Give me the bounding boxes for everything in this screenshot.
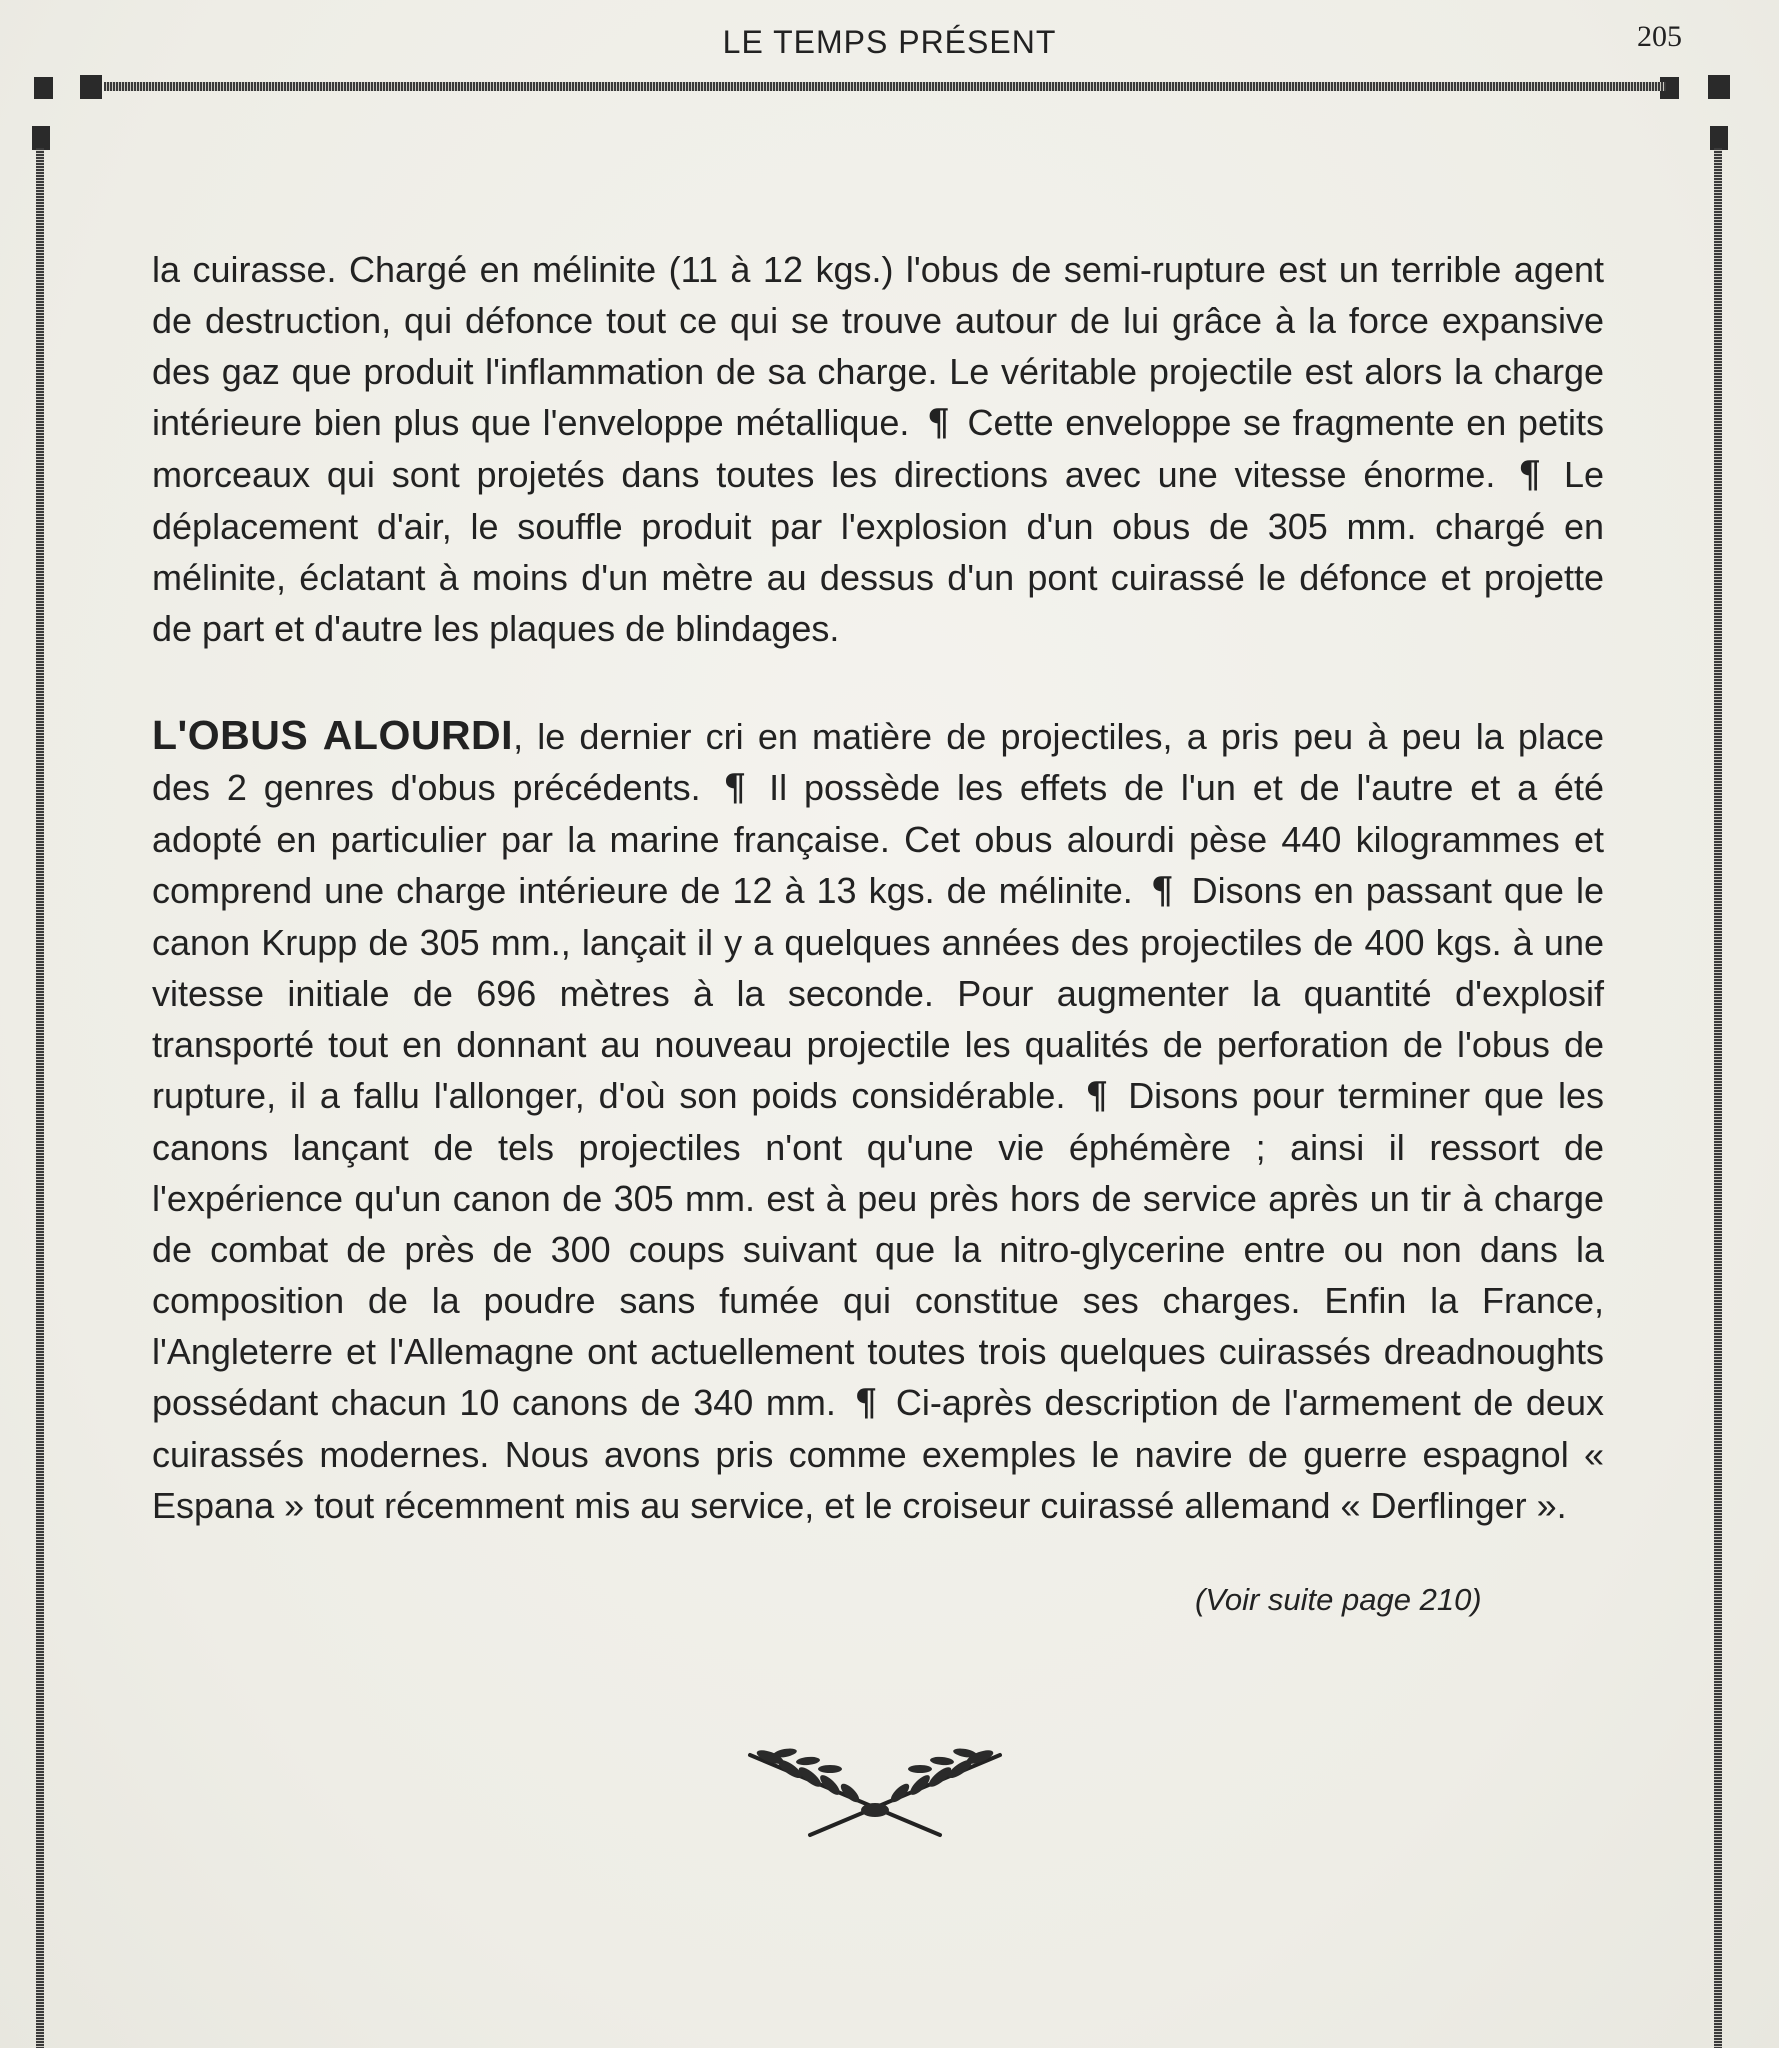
paragraph-text: Disons en passant que le canon Krupp de 305 mm., lançait il y a quelques années des projectiles de 400 kgs. à une vitesse initiale de 696 mètres à la seconde. Pour augmenter la quantité d'explosif transporté tout en donnant au nouveau projectile les qualités de perforation de l'obus de rupture, il a fallu l'allonger, d'où son poids considérable. xyxy=(152,870,1604,1116)
section-lead-heading: L'OBUS ALOURDI xyxy=(152,712,514,758)
continued-note: (Voir suite page 210) xyxy=(1195,1582,1482,1617)
paragraph xyxy=(152,710,1604,1531)
paragraph-text: Il possède les effets de l'un et de l'autre et a été adopté en particulier par la marine française. Cet obus alourdi pèse 440 kilogrammes et comprend une charge intérieure de 12 à 13 kgs. de mélinite. xyxy=(152,767,1604,911)
pilcrow-icon: ¶ xyxy=(1150,870,1174,912)
paragraph-text: Le déplacement d'air, le souffle produit par l'explosion d'un obus de 305 mm. chargé en mélinite, éclatant à moins d'un mètre au dessus d'un pont cuirassé le défonce et projette de part et d'autre les plaques de blindages. xyxy=(152,454,1604,649)
frame-corner-square xyxy=(34,77,53,99)
paragraph-text: la cuirasse. Chargé en mélinite (11 à 12 kgs.) l'obus de semi-rupture est un terrible agent de destruction, qui défonce tout ce qui se trouve autour de lui grâce à la force expansive des gaz que produit l'inflammation de sa charge. Le véritable projectile est alors la charge intérieure bien plus que l'enveloppe métallique. xyxy=(152,249,1604,443)
frame-corner-square xyxy=(1710,126,1728,150)
paragraph-text: Cette enveloppe se fragmente en petits morceaux qui sont projetés dans toutes les directions avec une vitesse énorme. xyxy=(152,402,1604,495)
paragraph xyxy=(152,244,1604,654)
frame-corner-square xyxy=(1708,75,1730,99)
frame-corner-square xyxy=(32,126,50,150)
running-title: LE TEMPS PRÉSENT xyxy=(722,24,1057,60)
frame-top-rule xyxy=(104,82,1666,91)
pilcrow-icon: ¶ xyxy=(854,1382,878,1424)
page-number: 205 xyxy=(1637,20,1682,53)
pilcrow-icon: ¶ xyxy=(1518,454,1542,496)
paragraph-text: , le dernier cri en matière de projectiles, a pris peu à peu la place des 2 genres d'obus précédents. xyxy=(152,716,1604,808)
pilcrow-icon: ¶ xyxy=(927,402,950,444)
pilcrow-icon: ¶ xyxy=(1085,1075,1109,1117)
paragraph-text: Disons pour terminer que les canons lançant de tels projectiles n'ont qu'une vie éphémère ; ainsi il ressort de l'expérience qu'un canon de 305 mm. est à peu près hors de service après un tir à charge de combat de près de 300 coups suivant que la nitro-glycerine entre ou non dans la composition de la poudre sans fumée qui constitue ses charges. Enfin la France, l'Angleterre et l'Allemagne ont actuellement toutes trois quelques cuirassés dreadnoughts possédant chacun 10 canons de 340 mm. xyxy=(152,1075,1604,1423)
frame-left-rule xyxy=(36,148,44,2048)
crossed-laurel-branches-icon xyxy=(730,1735,1020,1845)
pilcrow-icon: ¶ xyxy=(723,767,747,809)
frame-right-rule xyxy=(1714,148,1722,2048)
frame-corner-square xyxy=(80,75,102,99)
paragraph-text: Ci-après description de l'armement de deux cuirassés modernes. Nous avons pris comme exemples le navire de guerre espagnol « Espana » tout récemment mis au service, et le croiseur cuirassé allemand « Derflinger ». xyxy=(152,1382,1604,1526)
article-body xyxy=(152,244,1604,1587)
